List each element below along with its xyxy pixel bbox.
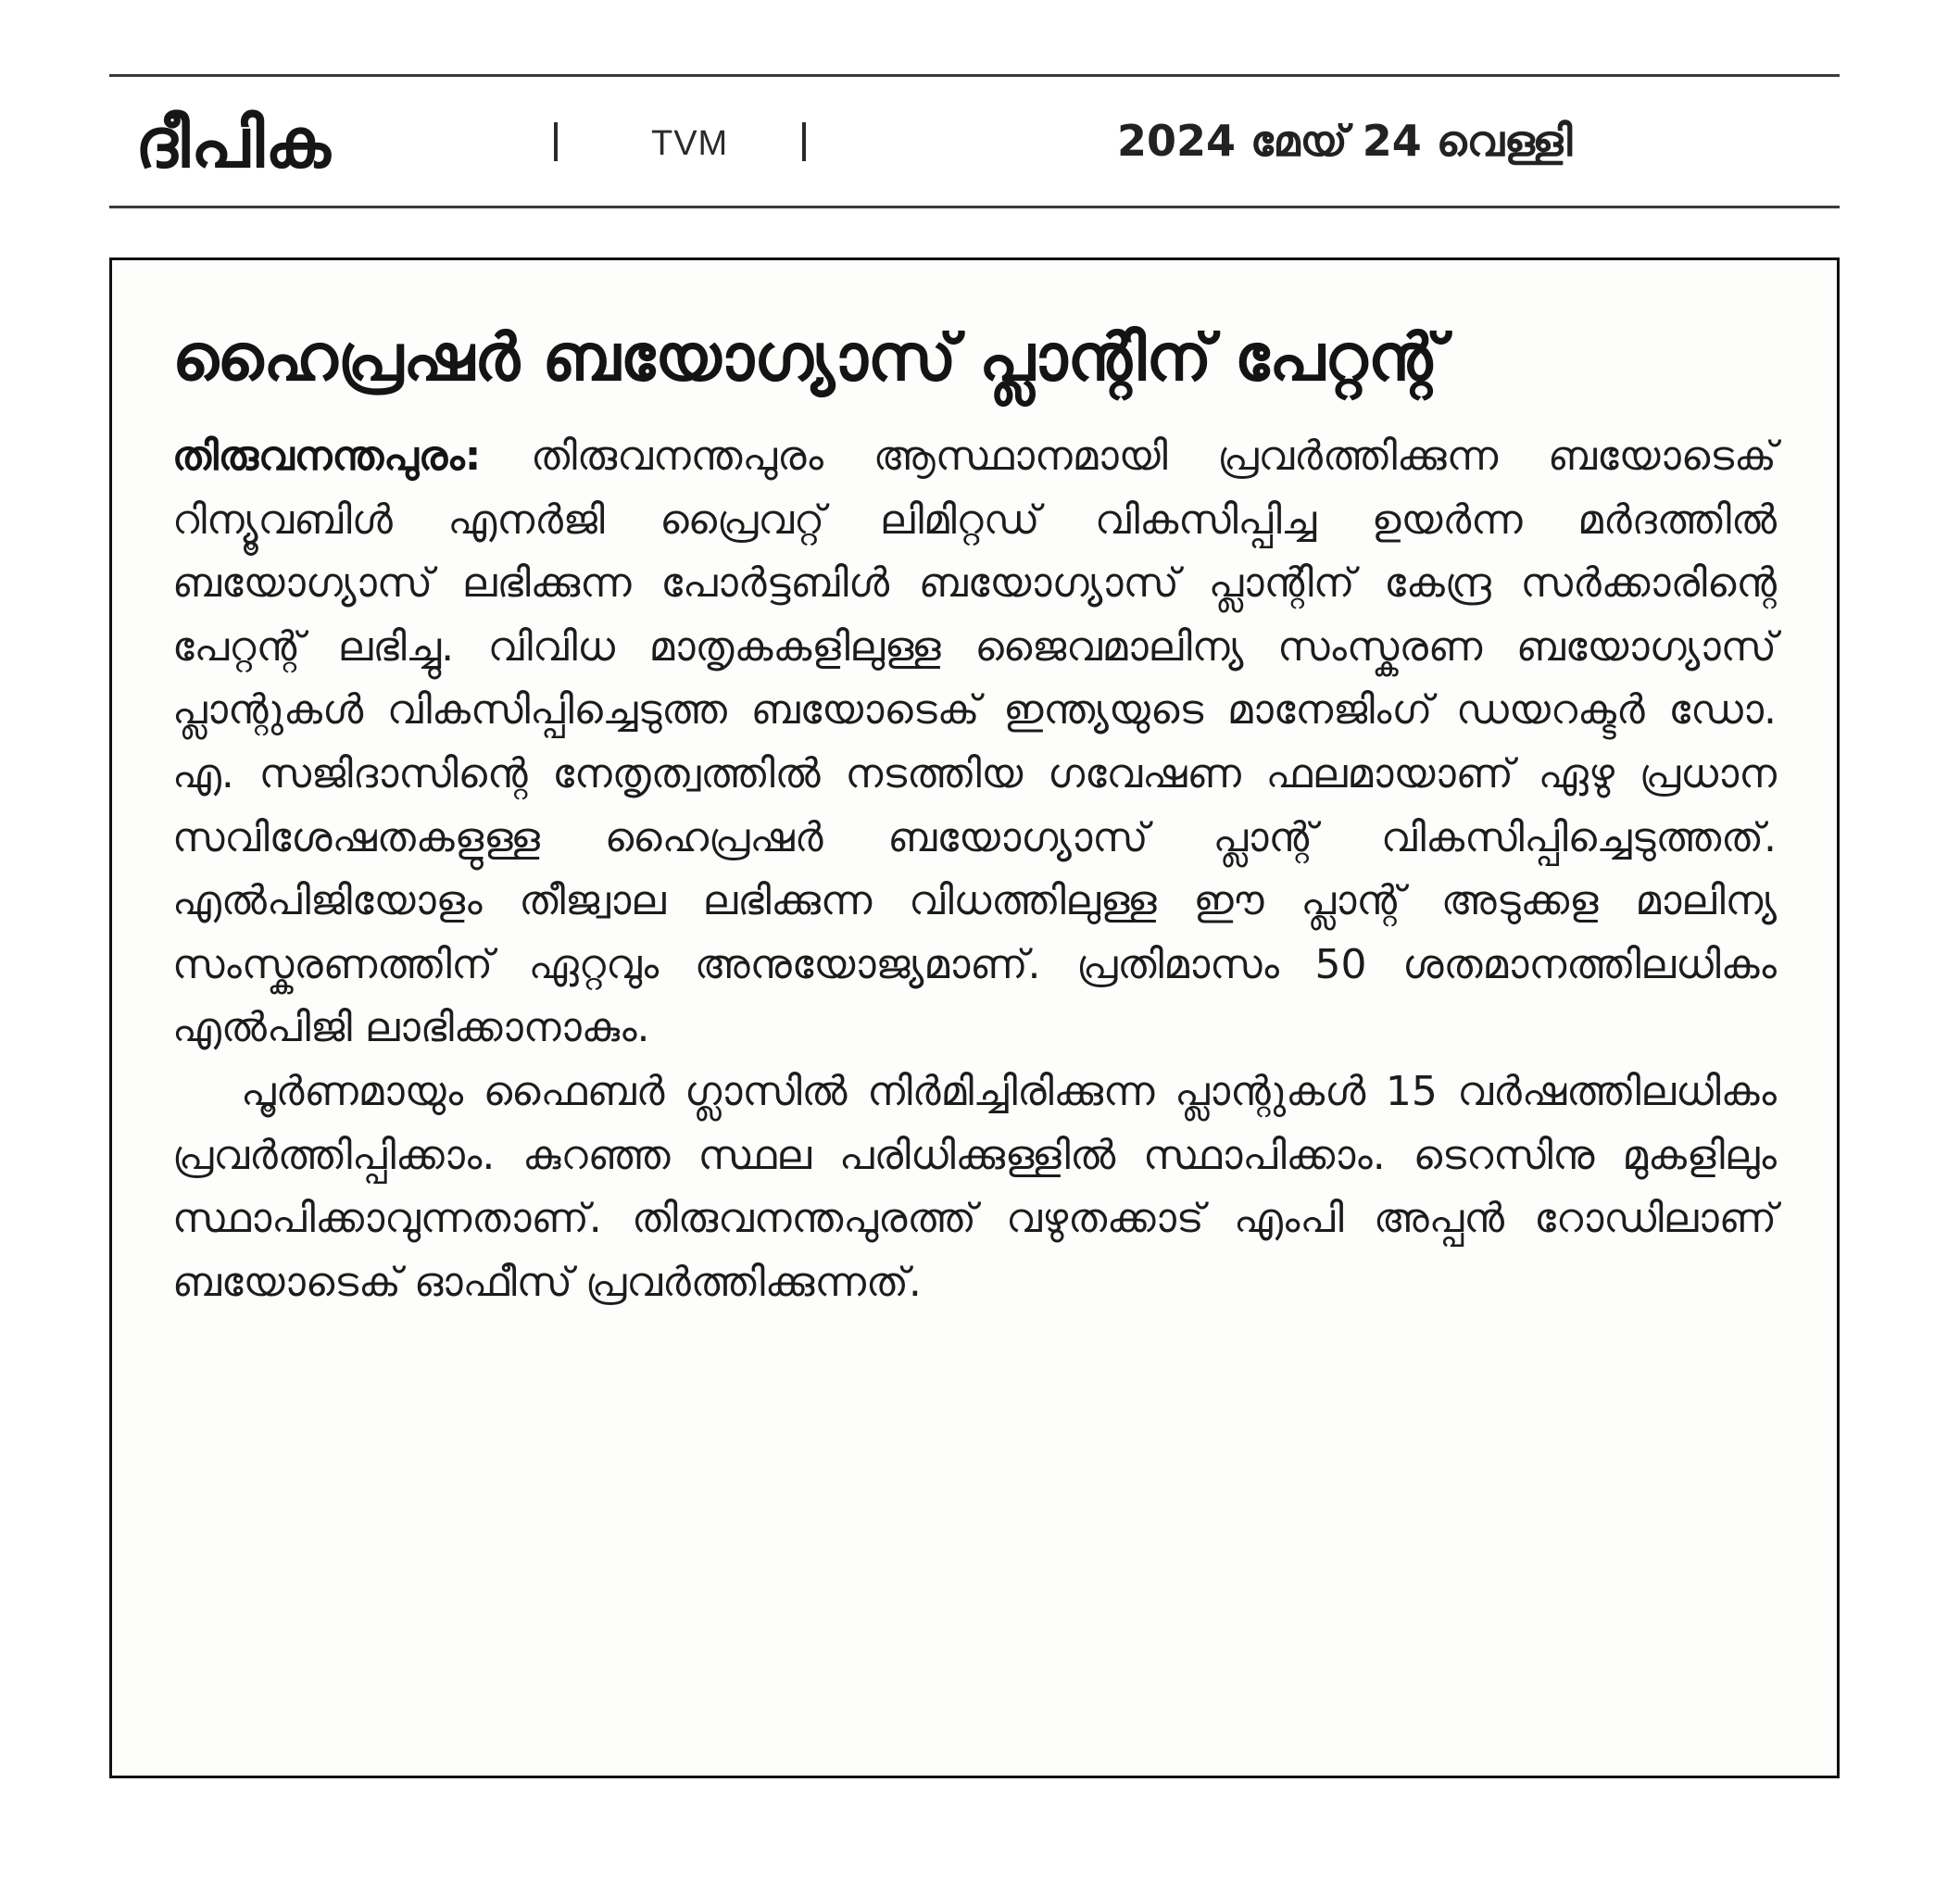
article-paragraph	[172, 425, 1777, 1061]
article-dateline: തിരുവനന്തപുരം:	[172, 433, 482, 480]
article-body	[172, 425, 1777, 1314]
article-headline: ഹൈപ്രഷർ ബയോഗ്യാസ് പ്ലാന്റിന് പേറ്റന്റ്	[172, 320, 1444, 395]
masthead-top-rule	[109, 74, 1840, 77]
newspaper-masthead	[109, 82, 1840, 204]
masthead-separator	[802, 122, 806, 161]
article-clipping	[109, 257, 1840, 1778]
newspaper-logo: ദീപിക	[135, 104, 332, 183]
article-paragraph-text: തിരുവനന്തപുരം ആസ്ഥാനമായി പ്രവർത്തിക്കുന്ന ബയോടെക് റിന്യൂവബിൾ എനർജി പ്രൈവറ്റ് ലിമിറ്റഡ് വികസിപ്പിച്ച ഉയർന്ന മർദത്തിൽ ബയോഗ്യാസ് ലഭിക്കുന്ന പോർട്ടബിൾ ബയോഗ്യാസ് പ്ലാന്റിന് കേന്ദ്ര സർക്കാരിന്റെ പേറ്റന്റ് ലഭിച്ചു. വിവിധ മാതൃകകളിലുള്ള ജൈവമാലിന്യ സംസ്കരണ ബയോഗ്യാസ് പ്ലാന്റുകൾ വികസിപ്പിച്ചെടുത്ത ബയോടെക് ഇന്ത്യയുടെ മാനേജിംഗ് ഡയറക്ടർ ഡോ. എ. സജിദാസിന്റെ നേതൃത്വത്തിൽ നടത്തിയ ഗവേഷണ ഫലമായാണ് ഏഴു പ്രധാന സവിശേഷതകളുള്ള ഹൈപ്രഷർ ബയോഗ്യാസ് പ്ലാന്റ് വികസിപ്പിച്ചെടുത്തത്. എൽപിജിയോളം തീജ്വാല ലഭിക്കുന്ന വിധത്തിലുള്ള ഈ പ്ലാന്റ് അടുക്കള മാലിന്യ സംസ്കരണത്തിന് ഏറ്റവും അനുയോജ്യമാണ്. പ്രതിമാസം 50 ശതമാനത്തിലധികം എൽപിജി ലാഭിക്കാനാകും.	[172, 433, 1777, 1052]
article-paragraph: പൂർണമായും ഫൈബർ ഗ്ലാസിൽ നിർമിച്ചിരിക്കുന്ന പ്ലാന്റുകൾ 15 വർഷത്തിലധികം പ്രവർത്തിപ്പിക്കാം. കുറഞ്ഞ സ്ഥല പരിധിക്കുള്ളിൽ സ്ഥാപിക്കാം. ടെറസിനു മുകളിലും സ്ഥാപിക്കാവുന്നതാണ്. തിരുവനന്തപുരത്ത് വഴുതക്കാട് എംപി അപ്പൻ റോഡിലാണ് ബയോടെക് ഓഫീസ് പ്രവർത്തിക്കുന്നത്.	[172, 1067, 1777, 1306]
masthead-bottom-rule	[109, 206, 1840, 208]
masthead-separator	[554, 122, 558, 161]
publication-date: 2024 മേയ് 24 വെള്ളി	[1117, 116, 1573, 166]
edition-label: TVM	[651, 124, 729, 163]
